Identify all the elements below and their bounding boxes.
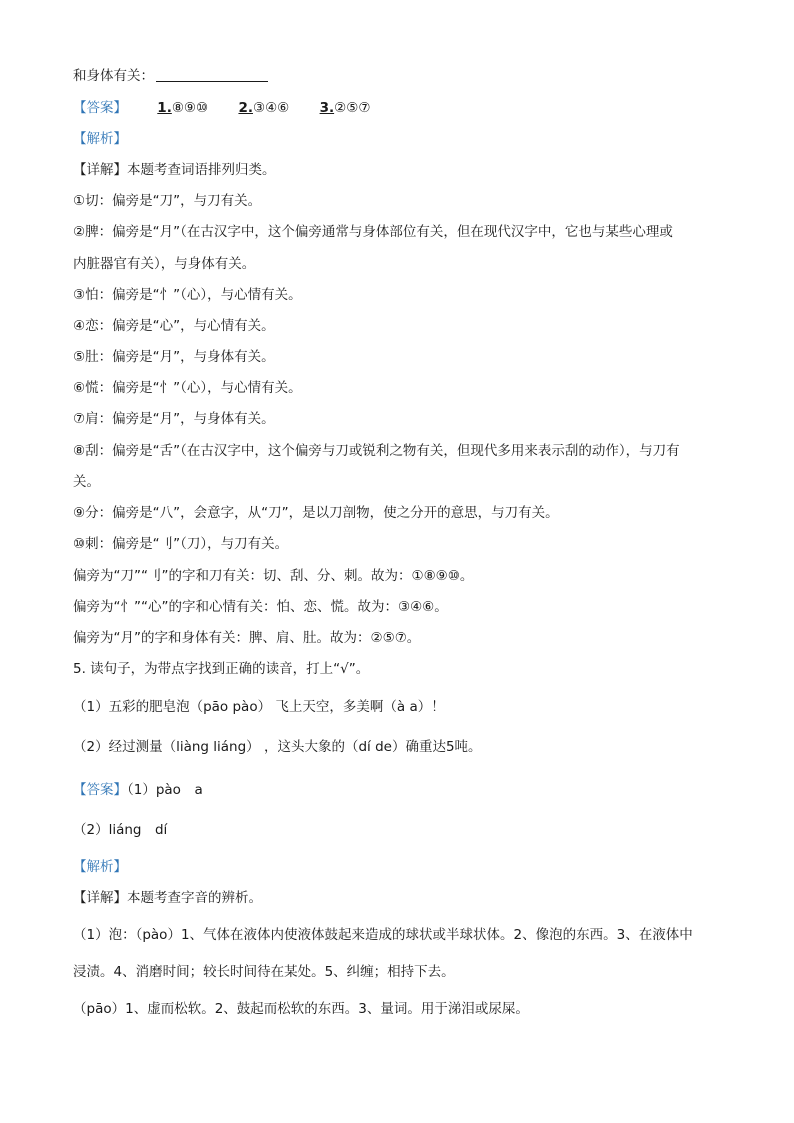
analysis-line: ⑩刺：偏旁是“刂”（刀），与刀有关。 bbox=[73, 536, 289, 552]
analysis-line: 偏旁为“刀”“刂”的字和刀有关：切、刮、分、刺。故为：①⑧⑨⑩。 bbox=[73, 568, 474, 584]
analysis2-line: （1）泡：（pào）1、气体在液体内使液体鼓起来造成的球状或半球状体。2、像泡的东西。3、在液体中 bbox=[73, 927, 693, 943]
answer-tag: 【答案】 bbox=[73, 782, 127, 798]
analysis-line: ④恋：偏旁是“心”，与心情有关。 bbox=[73, 318, 275, 334]
analysis-tag: 【解析】 bbox=[73, 131, 127, 147]
question5-item-2: （2）经过测量（liàng liáng） ，这头大象的（dí de）确重达5吨。 bbox=[73, 739, 482, 755]
answer-option-1: 1.⑧⑨⑩ bbox=[157, 100, 209, 116]
answer-option-3: 3.②⑤⑦ bbox=[319, 100, 371, 116]
answer1-line bbox=[73, 98, 370, 118]
analysis-line: 【详解】本题考查词语排列归类。 bbox=[73, 162, 276, 178]
analysis2-line: 【详解】本题考查字音的辨析。 bbox=[73, 890, 262, 906]
analysis-line: ⑥慌：偏旁是“忄”（心），与心情有关。 bbox=[73, 380, 302, 396]
analysis-line: ⑤肚：偏旁是“月”，与身体有关。 bbox=[73, 349, 275, 365]
analysis-line: ⑦肩：偏旁是“月”，与身体有关。 bbox=[73, 411, 275, 427]
analysis-line: 关。 bbox=[73, 474, 100, 490]
answer2-line-2: （2）liáng dí bbox=[73, 822, 168, 838]
analysis2-line: 浸渍。4、消磨时间；较长时间待在某处。5、纠缠；相持下去。 bbox=[73, 964, 455, 980]
analysis-line: ⑨分：偏旁是“八”，会意字，从“刀”，是以刀剖物，使之分开的意思，与刀有关。 bbox=[73, 505, 559, 521]
analysis-line: ⑧刮：偏旁是“舌”（在古汉字中，这个偏旁与刀或锐利之物有关，但现代多用来表示刮的动作），与刀有 bbox=[73, 443, 680, 459]
answer2-text-1: （1）pào a bbox=[127, 782, 203, 798]
answer2-line-1 bbox=[73, 780, 203, 800]
analysis-line: 偏旁为“月”的字和身体有关：脾、肩、肚。故为：②⑤⑦。 bbox=[73, 630, 421, 646]
q4-tail-line bbox=[73, 66, 268, 86]
answer-tag: 【答案】 bbox=[73, 100, 127, 116]
analysis-line: 内脏器官有关），与身体有关。 bbox=[73, 256, 256, 272]
analysis-line: ①切：偏旁是“刀”，与刀有关。 bbox=[73, 193, 262, 209]
analysis-tag: 【解析】 bbox=[73, 859, 127, 875]
analysis2-line: （pāo）1、虚而松软。2、鼓起而松软的东西。3、量词。用于涕泪或尿屎。 bbox=[73, 1001, 529, 1017]
question5-item-1: （1）五彩的肥皂泡（pāo pào） 飞上天空，多美啊（à a）！ bbox=[73, 699, 445, 715]
answer-blank bbox=[156, 67, 268, 82]
answer-option-2: 2.③④⑥ bbox=[238, 100, 290, 116]
analysis-line: 偏旁为“忄”“心”的字和心情有关：怕、恋、慌。故为：③④⑥。 bbox=[73, 599, 448, 615]
analysis-line: ②脾：偏旁是“月”（在古汉字中，这个偏旁通常与身体部位有关，但在现代汉字中，它也与某些心理或 bbox=[73, 224, 673, 240]
analysis-line: ③怕：偏旁是“忄”（心），与心情有关。 bbox=[73, 287, 302, 303]
question5-title: 5. 读句子，为带点字找到正确的读音，打上“√”。 bbox=[73, 661, 370, 677]
q4-tail-label: 和身体有关： bbox=[73, 68, 154, 84]
